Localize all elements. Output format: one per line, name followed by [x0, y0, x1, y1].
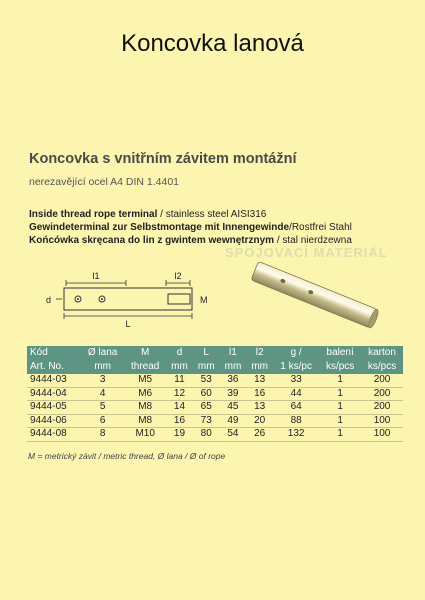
- cell: 88: [273, 414, 319, 428]
- col-unit: ks/pcs: [319, 360, 361, 374]
- description-pl: Końcówka skręcana do lin z gwintem wewnętrznym / stal nierdzewna: [29, 235, 352, 247]
- col-header: Ø lana: [81, 346, 124, 360]
- cell: 20: [246, 414, 273, 428]
- table-row: [27, 374, 403, 387]
- cell: M5: [124, 374, 166, 387]
- table-row: [27, 428, 403, 442]
- col-header: M: [124, 346, 166, 360]
- cell: 73: [193, 414, 220, 428]
- m-label: M: [200, 295, 208, 305]
- cell: 132: [273, 428, 319, 442]
- description-de: Gewindeterminal zur Selbstmontage mit Innengewinde/Rostfrei Stahl: [29, 222, 352, 234]
- product-photo: [240, 250, 390, 340]
- col-header: karton: [361, 346, 403, 360]
- cell: 16: [166, 414, 193, 428]
- cell-code: 9444-08: [27, 428, 81, 442]
- cell: M6: [124, 387, 166, 401]
- table-row: [27, 401, 403, 415]
- table-row: [27, 414, 403, 428]
- cell: 1: [319, 374, 361, 387]
- cell: 64: [273, 401, 319, 415]
- cell: 1: [319, 387, 361, 401]
- l-label: L: [125, 319, 131, 328]
- cell: 13: [246, 401, 273, 415]
- spec-table: [27, 346, 403, 442]
- technical-drawing: [40, 266, 220, 328]
- cell: 6: [81, 414, 124, 428]
- l2-label: l2: [174, 271, 182, 281]
- cell: 80: [193, 428, 220, 442]
- cell-code: 9444-03: [27, 374, 81, 387]
- col-header: l1: [220, 346, 247, 360]
- cell: 53: [193, 374, 220, 387]
- col-unit: ks/pcs: [361, 360, 403, 374]
- cell: 4: [81, 387, 124, 401]
- cell: 16: [246, 387, 273, 401]
- cell: 44: [273, 387, 319, 401]
- cell-code: 9444-04: [27, 387, 81, 401]
- cell: 65: [193, 401, 220, 415]
- cell: 11: [166, 374, 193, 387]
- cell: 12: [166, 387, 193, 401]
- cell: 100: [361, 414, 403, 428]
- cell: 3: [81, 374, 124, 387]
- cell: 1: [319, 401, 361, 415]
- d-label: d: [46, 295, 52, 305]
- product-title: Koncovka s vnitřním závitem montážní: [29, 151, 297, 167]
- l1-label: l1: [92, 271, 100, 281]
- col-header: d: [166, 346, 193, 360]
- cell: 26: [246, 428, 273, 442]
- cell: 45: [220, 401, 247, 415]
- cell: 49: [220, 414, 247, 428]
- page-heading: Koncovka lanová: [121, 30, 304, 57]
- terminal-body-outline: [64, 288, 192, 310]
- product-descriptions: [29, 208, 352, 248]
- cell: 200: [361, 401, 403, 415]
- col-header: g /: [273, 346, 319, 360]
- col-header: Kód: [27, 346, 81, 360]
- col-unit: 1 ks/pc: [273, 360, 319, 374]
- cell: 1: [319, 428, 361, 442]
- table-footnote: M = metrický závit / metric thread, Ø lana / Ø of rope: [28, 451, 226, 461]
- col-header: balení: [319, 346, 361, 360]
- table-row: [27, 387, 403, 401]
- cell: M10: [124, 428, 166, 442]
- col-unit: mm: [246, 360, 273, 374]
- cell: 13: [246, 374, 273, 387]
- cell: 8: [81, 428, 124, 442]
- cell: 200: [361, 374, 403, 387]
- table-header-row: [27, 346, 403, 360]
- description-en: Inside thread rope terminal / stainless steel AISI316: [29, 209, 267, 220]
- thread-slot: [168, 294, 190, 304]
- cell-code: 9444-06: [27, 414, 81, 428]
- cell: 5: [81, 401, 124, 415]
- cell: M8: [124, 414, 166, 428]
- hole-1-center: [77, 298, 79, 300]
- cell: 39: [220, 387, 247, 401]
- product-subtitle: nerezavějící ocel A4 DIN 1.4401: [29, 176, 180, 188]
- col-unit: mm: [220, 360, 247, 374]
- cell-code: 9444-05: [27, 401, 81, 415]
- watermark-logo: SPOJOVACÍ MATERIÁL: [225, 245, 388, 260]
- cell: 19: [166, 428, 193, 442]
- cell: 36: [220, 374, 247, 387]
- hole-2-center: [101, 298, 103, 300]
- cell: 33: [273, 374, 319, 387]
- cell: 14: [166, 401, 193, 415]
- cell: M8: [124, 401, 166, 415]
- cell: 1: [319, 414, 361, 428]
- cell: 60: [193, 387, 220, 401]
- col-unit: mm: [81, 360, 124, 374]
- col-header: L: [193, 346, 220, 360]
- col-unit: mm: [193, 360, 220, 374]
- col-unit: mm: [166, 360, 193, 374]
- table-header-row: [27, 360, 403, 374]
- col-unit: thread: [124, 360, 166, 374]
- col-unit: Art. No.: [27, 360, 81, 374]
- col-header: l2: [246, 346, 273, 360]
- cell: 100: [361, 428, 403, 442]
- terminal-cylinder: [251, 261, 377, 327]
- cell: 200: [361, 387, 403, 401]
- cell: 54: [220, 428, 247, 442]
